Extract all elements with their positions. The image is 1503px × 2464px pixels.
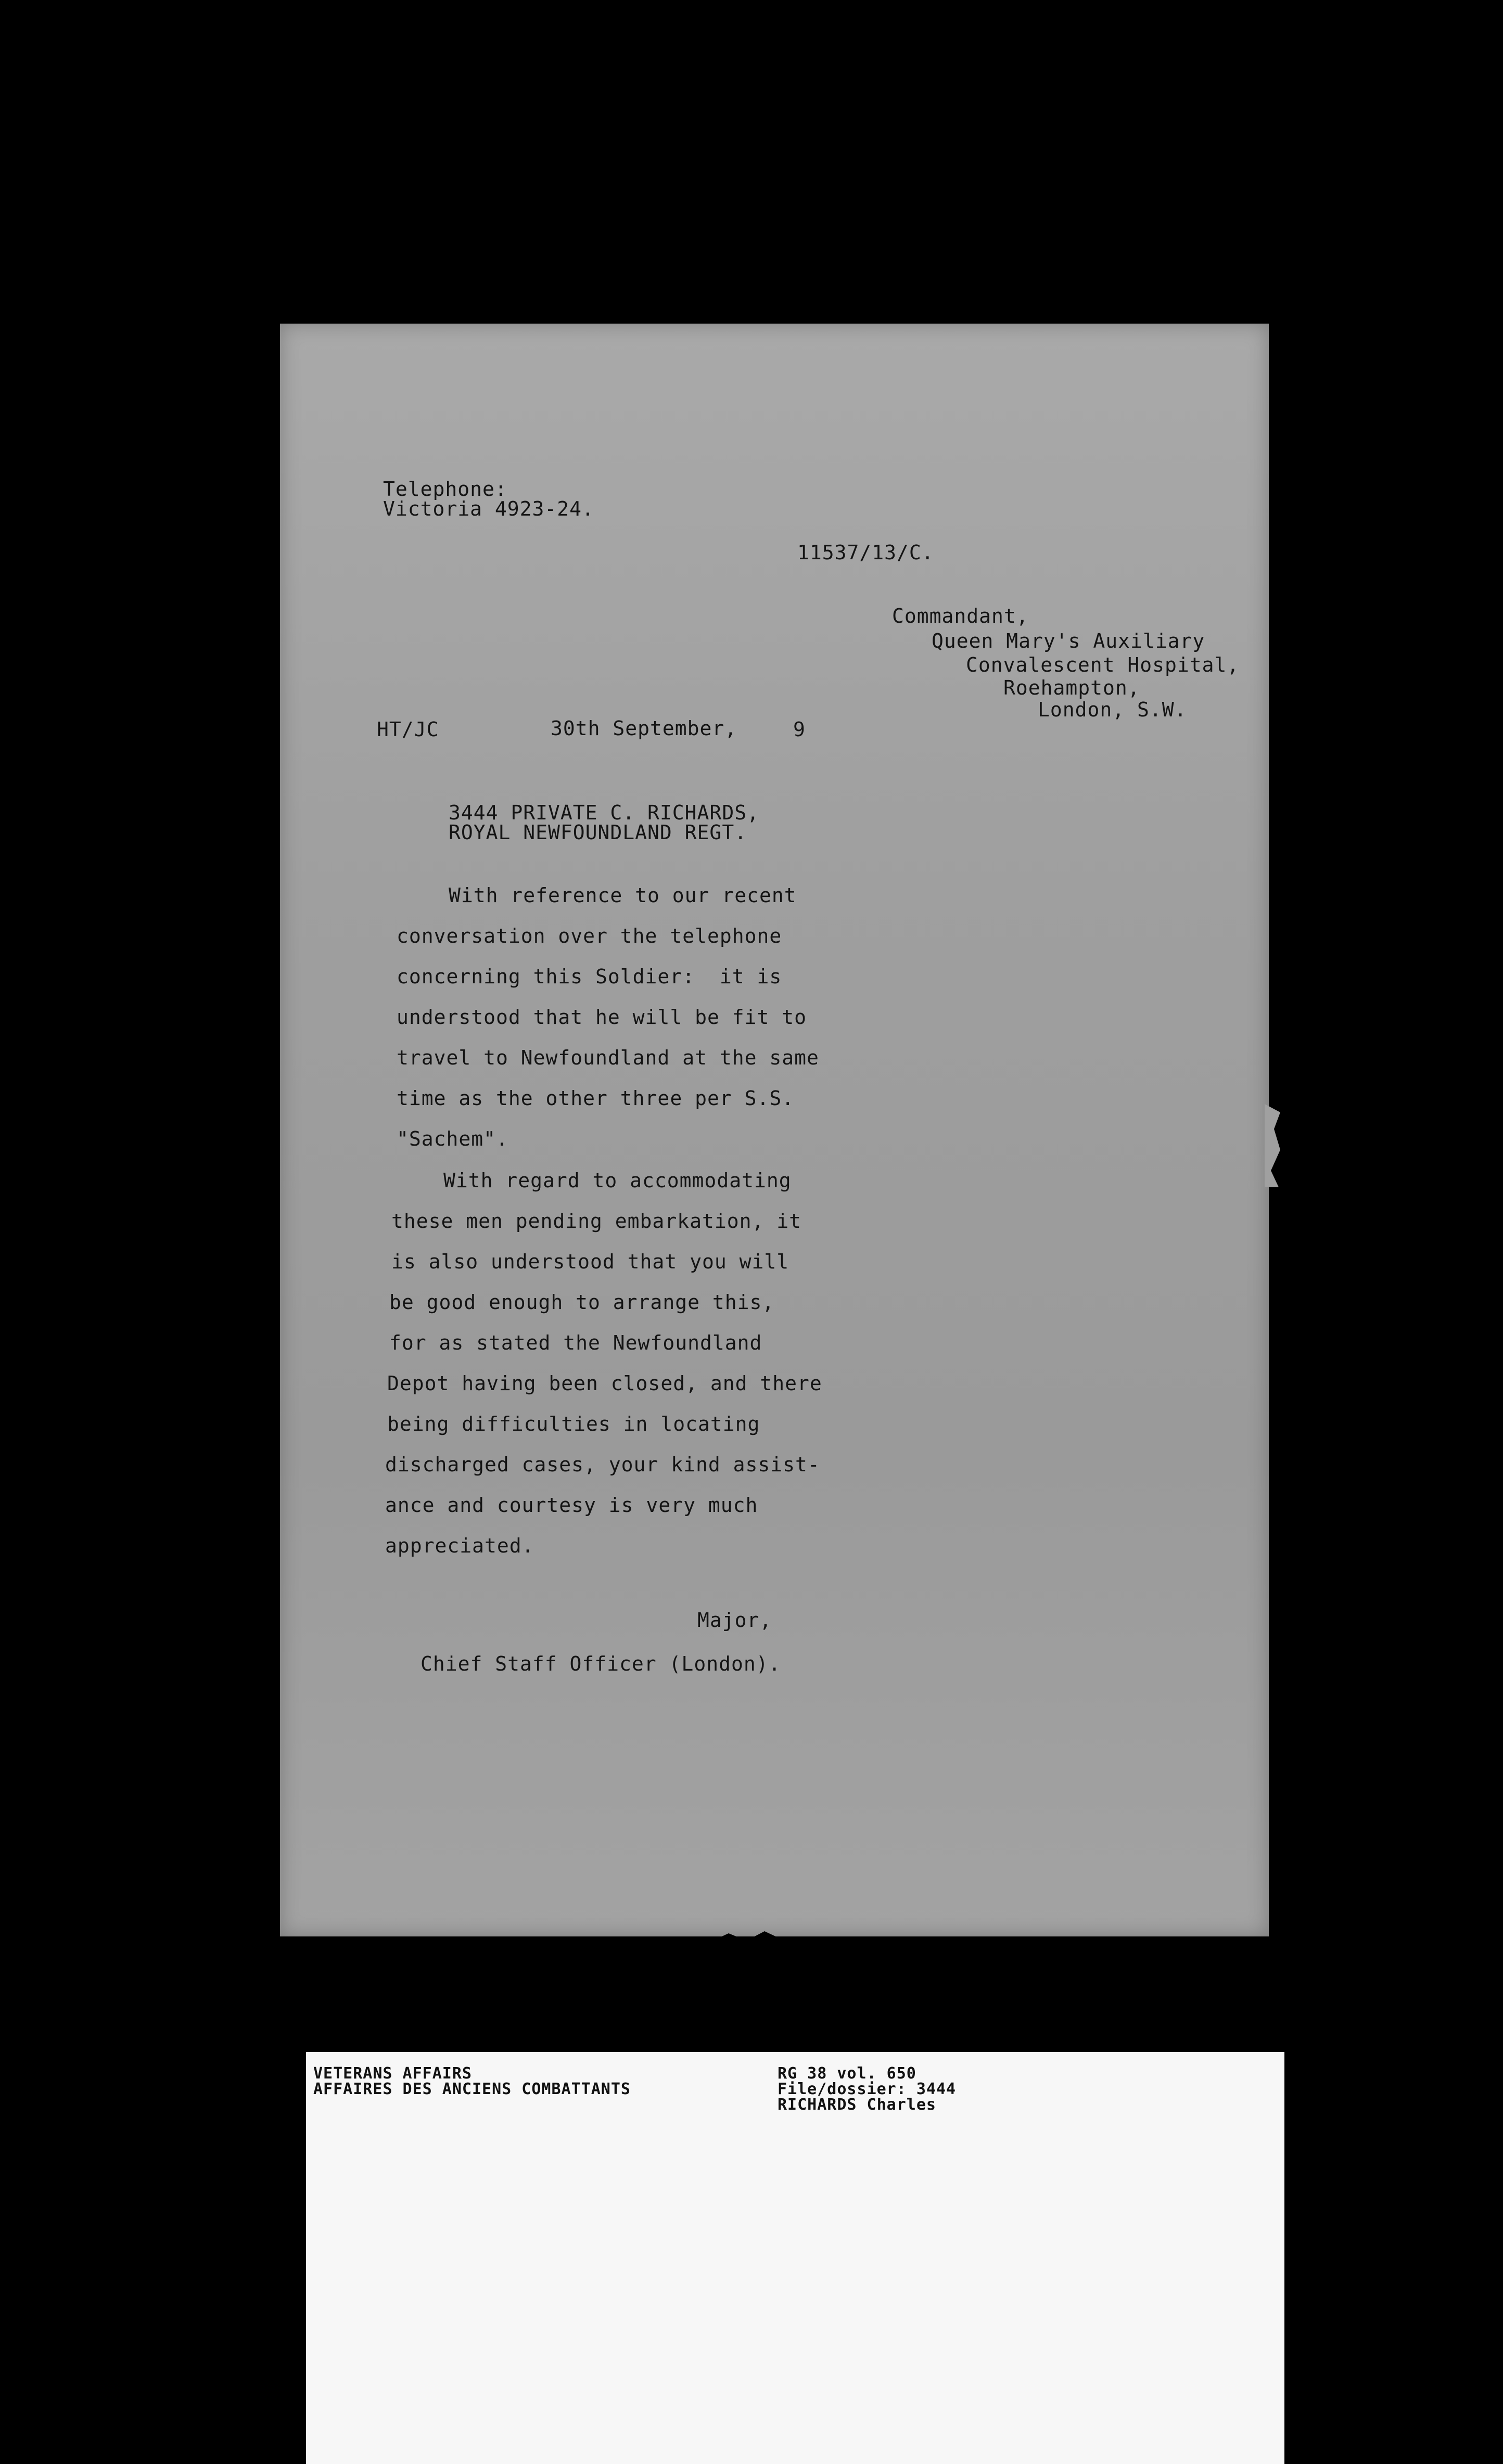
- body-line: concerning this Soldier: it is: [397, 965, 782, 988]
- recipient-line-3: Convalescent Hospital,: [966, 653, 1240, 676]
- body-line: "Sachem".: [397, 1127, 508, 1150]
- telephone-number: Victoria 4923-24.: [383, 497, 594, 520]
- subject-line-1: 3444 PRIVATE C. RICHARDS,: [449, 801, 759, 824]
- archive-dept-fr: AFFAIRES DES ANCIENS COMBATTANTS: [313, 2080, 631, 2098]
- subject-line-2: ROYAL NEWFOUNDLAND REGT.: [449, 821, 747, 844]
- signature-rank: Major,: [697, 1609, 772, 1632]
- archive-dept-en: VETERANS AFFAIRS: [313, 2064, 472, 2083]
- body-line: time as the other three per S.S.: [397, 1087, 795, 1110]
- body-line: being difficulties in locating: [387, 1413, 760, 1435]
- recipient-line-4: Roehampton,: [1003, 676, 1140, 699]
- reference-number: 11537/13/C.: [797, 541, 934, 564]
- body-line: discharged cases, your kind assist-: [385, 1453, 820, 1476]
- body-line: be good enough to arrange this,: [389, 1291, 775, 1314]
- archive-record-group: RG 38 vol. 650: [778, 2064, 916, 2083]
- body-line: travel to Newfoundland at the same: [397, 1046, 819, 1069]
- archive-subject-name: RICHARDS Charles: [778, 2096, 936, 2114]
- body-line: these men pending embarkation, it: [391, 1210, 801, 1233]
- body-line: for as stated the Newfoundland: [389, 1331, 762, 1354]
- letter-year: 9: [793, 718, 806, 741]
- torn-edge-bottom: [681, 1929, 800, 1950]
- archive-file-number: File/dossier: 3444: [778, 2080, 957, 2098]
- recipient-line-1: Commandant,: [892, 605, 1029, 627]
- letter-date: 30th September,: [551, 717, 737, 740]
- recipient-line-2: Queen Mary's Auxiliary: [932, 630, 1205, 652]
- torn-edge-right: [1265, 1104, 1280, 1187]
- telephone-label: Telephone:: [383, 478, 507, 500]
- body-line: ance and courtesy is very much: [385, 1494, 758, 1517]
- typist-initials: HT/JC: [377, 718, 439, 741]
- body-line: appreciated.: [385, 1534, 534, 1557]
- body-line: conversation over the telephone: [397, 925, 782, 947]
- signature-title: Chief Staff Officer (London).: [421, 1652, 781, 1675]
- recipient-line-5: London, S.W.: [1038, 698, 1187, 721]
- body-line: Depot having been closed, and there: [387, 1372, 822, 1395]
- body-line: With reference to our recent: [449, 884, 797, 907]
- body-line: understood that he will be fit to: [397, 1006, 807, 1029]
- body-line: With regard to accommodating: [443, 1169, 792, 1192]
- body-line: is also understood that you will: [391, 1250, 789, 1273]
